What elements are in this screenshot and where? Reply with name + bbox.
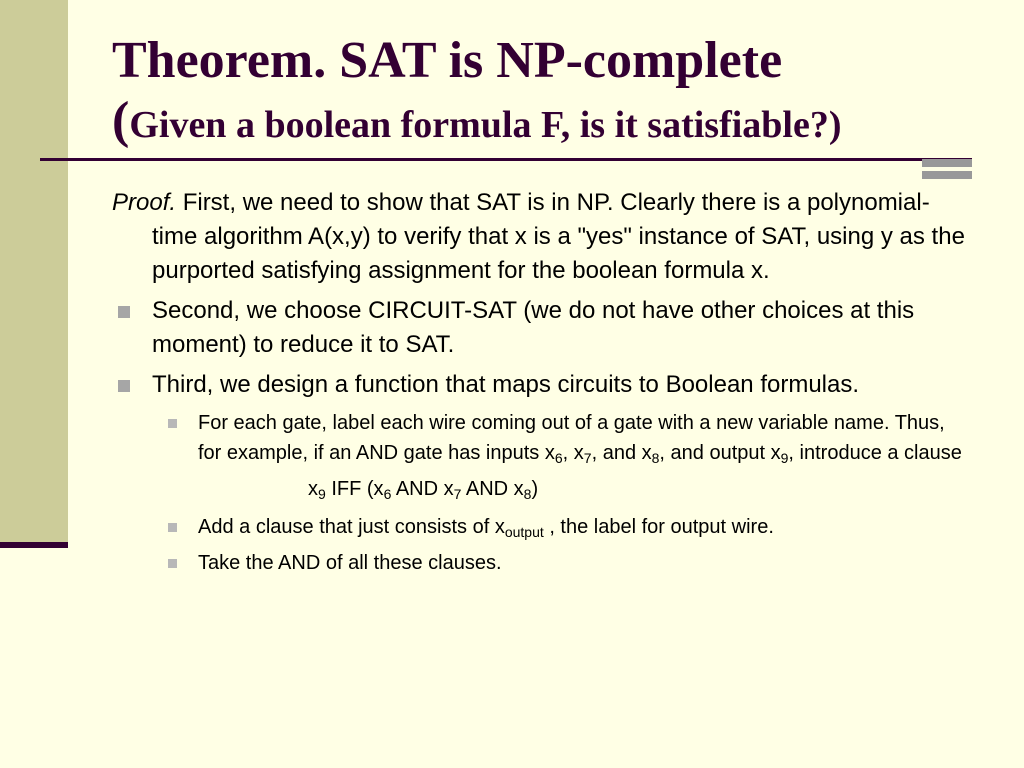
square-bullet-icon (168, 559, 177, 568)
subscript: 6 (383, 486, 392, 502)
subscript: 8 (523, 486, 532, 502)
proof-label: Proof. (112, 189, 177, 216)
subscript: 6 (554, 450, 563, 466)
sub-text: , and output x (659, 442, 781, 464)
bullet-item (112, 294, 972, 362)
bullet-item (112, 368, 972, 402)
slide-title (112, 30, 1012, 152)
title-accent-bar-top (922, 159, 972, 167)
square-bullet-icon (118, 306, 130, 318)
formula-part: IFF (x (325, 478, 384, 500)
subscript: 8 (651, 450, 660, 466)
subscript: 7 (453, 486, 462, 502)
formula-part: AND x (391, 478, 454, 500)
sub-text: , x (562, 442, 584, 464)
title-subtitle: Given a boolean formula F, is it satisfiable?) (129, 104, 842, 146)
sub-text: , and x (591, 442, 652, 464)
formula-part: AND x (461, 478, 524, 500)
subscript: 7 (583, 450, 592, 466)
title-rest: . SAT is NP-complete (313, 32, 783, 89)
title-line-1 (112, 30, 1012, 92)
square-bullet-icon (168, 523, 177, 532)
sub-text: Take the AND of all these clauses. (198, 552, 502, 574)
sub-text: , introduce a clause (788, 442, 962, 464)
left-decorative-band (0, 0, 68, 548)
title-divider (40, 158, 972, 161)
sub-text: Add a clause that just consists of x (198, 516, 505, 538)
sub-text: For each gate, label each wire coming out of a gate with a new variable name. Thus, for example, if an AND gate has inputs x (198, 412, 945, 464)
sub-text: , the label for output wire. (543, 516, 774, 538)
sub-bullet-item (112, 548, 972, 578)
subscript: 9 (318, 486, 326, 502)
sub-bullet-item (112, 408, 972, 468)
title-accent-bar-bottom (922, 171, 972, 179)
subscript: output (504, 524, 544, 540)
proof-paragraph (112, 186, 972, 288)
slide-body (112, 186, 972, 584)
title-open-paren: ( (112, 92, 130, 149)
subscript: 9 (780, 450, 789, 466)
formula-part: ) (531, 478, 539, 500)
proof-text: First, we need to show that SAT is in NP. Clearly there is a polynomial-time algorithm A(x,y) to verify that x is a "yes" instance of SAT, using y as the purported satisfying assignment for the boolean formula x. (152, 189, 965, 284)
bullet-text: Second, we choose CIRCUIT-SAT (we do not have other choices at this moment) to reduce it to SAT. (152, 297, 915, 358)
square-bullet-icon (168, 419, 177, 428)
formula-part: x (308, 478, 318, 500)
left-band-rule (0, 542, 68, 548)
bullet-text: Third, we design a function that maps circuits to Boolean formulas. (152, 371, 860, 398)
sub-bullet-item (112, 512, 972, 542)
title-line-2 (112, 94, 1012, 152)
clause-formula (112, 474, 972, 504)
title-bold: Theorem (112, 32, 314, 89)
square-bullet-icon (118, 380, 130, 392)
